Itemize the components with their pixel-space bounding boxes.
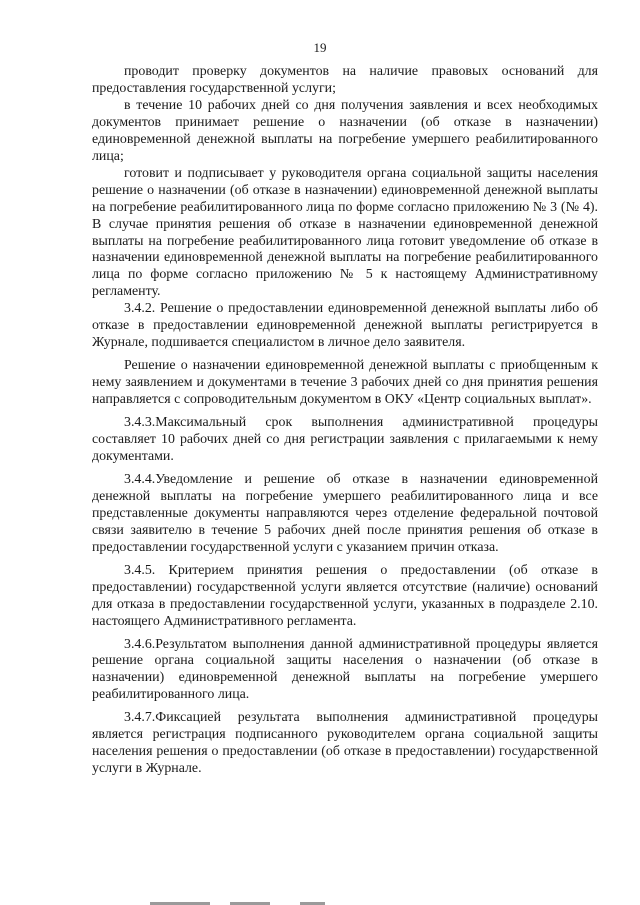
paragraph-document-check: проводит проверку документов на наличие правовых оснований для предоставления государственной услуги;: [92, 64, 598, 96]
paragraph-decision-preparation: готовит и подписывает у руководителя органа социальной защиты населения решение о назначении (об отказе в назначении) единовременной денежной выплаты на погребение реабилитированного лица по форме согласно приложению № 3 (№ 4). В случае принятия решения об отказе в назначении единовременной денежной выплаты на погребение реабилитированного лица готовит уведомление об отказе в назначении единовременной денежной выплаты на погребение реабилитированного лица по форме согласно приложению № 5 к настоящему Административному регламенту.: [92, 165, 598, 300]
page-number: 19: [313, 40, 327, 55]
document-body: [92, 64, 598, 778]
paragraph-3-4-3: 3.4.3.Максимальный срок выполнения административной процедуры составляет 10 рабочих дней со дня регистрации заявления с прилагаемыми к нему документами.: [92, 415, 598, 464]
paragraph-decision-term: в течение 10 рабочих дней со дня получения заявления и всех необходимых документов принимает решение о назначении (об отказе в назначении) единовременной денежной выплаты на погребение умершего реабилитированного лица;: [92, 97, 598, 164]
paragraph-decision-forwarding: Решение о назначении единовременной денежной выплаты с приобщенным к нему заявлением и документами в течение 3 рабочих дней со дня принятия решения направляется с сопроводительным документом в ОКУ «Центр социальных выплат».: [92, 358, 598, 408]
paragraph-3-4-6: 3.4.6.Результатом выполнения данной административной процедуры является решение органа социальной защиты населения о назначении (об отказе в назначении) единовременной денежной выплаты на погребение умершего реабилитированного лица.: [92, 636, 598, 703]
paragraph-3-4-2: 3.4.2. Решение о предоставлении единовременной денежной выплаты либо об отказе в предоставлении единовременной денежной выплаты регистрируется в Журнале, подшивается специалистом в личное дело заявителя.: [92, 301, 598, 351]
paragraph-3-4-4: 3.4.4.Уведомление и решение об отказе в назначении единовременной денежной выплаты на погребение умершего реабилитированного лица и все представленные документы направляются через отделение федеральной почтовой связи заявителю в течение 5 рабочих дней после принятия решения об отказе в предоставлении государственной услуги с указанием причин отказа.: [92, 471, 598, 555]
paragraph-3-4-7: 3.4.7.Фиксацией результата выполнения административной процедуры является регистрация подписанного руководителем органа социальной защиты населения решения о предоставлении (об отказе в предоставлении) государственной услуги в Журнале.: [92, 710, 598, 777]
paragraph-3-4-5: 3.4.5. Критерием принятия решения о предоставлении (об отказе в предоставлении) государственной услуги является отсутствие (наличие) оснований для отказа в предоставлении государственной услуги, указанных в подразделе 2.10. настоящего Административного регламента.: [92, 562, 598, 629]
